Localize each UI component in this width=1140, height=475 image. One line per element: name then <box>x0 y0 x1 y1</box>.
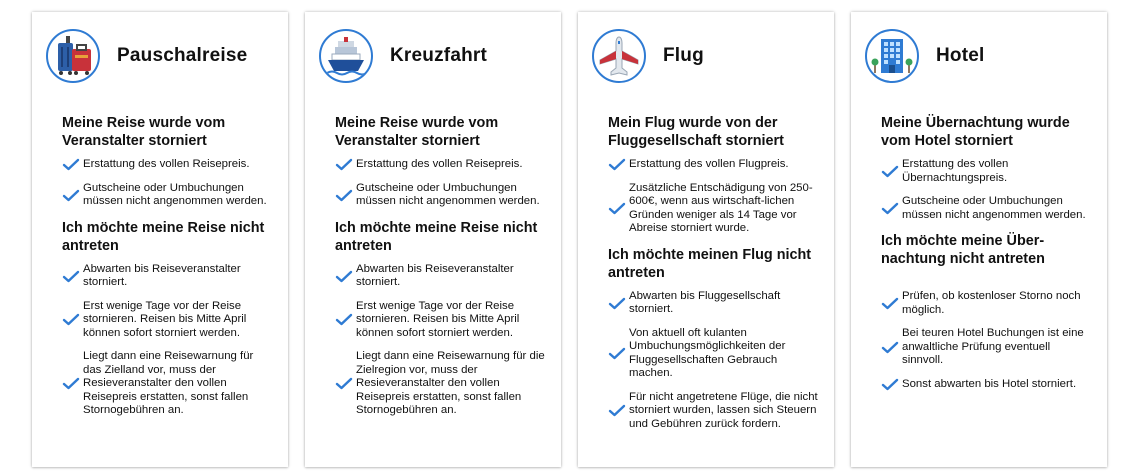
checkmark-icon <box>62 377 80 390</box>
card-kreuzfahrt <box>305 12 561 467</box>
section-heading: Ich möchte meine Über-nachtung nicht antreten <box>881 233 1045 267</box>
checklist <box>335 263 547 418</box>
checkmark-icon <box>62 270 80 283</box>
checkmark-icon <box>608 202 626 215</box>
checklist <box>608 158 820 236</box>
checklist <box>881 290 1093 391</box>
list-item: Erst wenige Tage vor der Reise stornieren. Reisen bis Mitte April können sofort storniert werden. <box>335 300 547 341</box>
list-item: Erst wenige Tage vor der Reise stornieren. Reisen bis Mitte April können sofort storniert werden. <box>62 300 274 341</box>
airplane-icon <box>592 29 646 83</box>
card-header <box>865 28 985 84</box>
checkmark-icon <box>335 313 353 326</box>
card-body <box>881 114 1093 401</box>
card-title: Pauschalreise <box>117 45 248 66</box>
list-item: Prüfen, ob kostenloser Storno noch möglich. <box>881 290 1093 317</box>
list-item: Erstattung des vollen Reisepreis. <box>335 158 547 172</box>
checkmark-icon <box>335 377 353 390</box>
section-heading: Ich möchte meine Reise nicht antreten <box>335 219 538 254</box>
checklist <box>608 290 820 432</box>
checklist <box>881 158 1093 222</box>
card-header <box>319 28 487 84</box>
list-item: Sonst abwarten bis Hotel storniert. <box>881 378 1093 392</box>
card-header <box>592 28 704 84</box>
list-item: Gutscheine oder Umbuchungen müssen nicht angenommen werden. <box>335 182 547 209</box>
checkmark-icon <box>608 158 626 171</box>
checkmark-icon <box>335 189 353 202</box>
list-item: Liegt dann eine Reisewarnung für das Zielland vor, muss der Resieveranstalter den vollen Reisepreis erstatten, sonst fallen Stornogebühren an. <box>62 350 274 418</box>
list-item: Erstattung des vollen Flugpreis. <box>608 158 820 172</box>
checklist <box>335 158 547 209</box>
card-title: Kreuzfahrt <box>390 45 488 66</box>
section-heading: Mein Flug wurde von der Fluggesellschaft storniert <box>608 115 784 149</box>
checkmark-icon <box>881 341 899 354</box>
list-item: Von aktuell oft kulanten Umbuchungsmöglichkeiten der Fluggesellschaften Gebrauch machen. <box>608 327 820 381</box>
list-item: Erstattung des vollen Übernachtungspreis. <box>881 158 1093 185</box>
checkmark-icon <box>608 297 626 310</box>
card-hotel <box>851 12 1107 467</box>
hotel-building-icon <box>865 29 919 83</box>
card-body <box>62 114 274 428</box>
card-pauschalreise <box>32 12 288 467</box>
checkmark-icon <box>881 297 899 310</box>
list-item: Liegt dann eine Reisewarnung für die Zielregion vor, muss der Resieveranstalter den vollen Reisepreis erstatten, sonst fallen Stornogebühren an. <box>335 350 547 418</box>
checkmark-icon <box>881 378 899 391</box>
card-body <box>335 114 547 428</box>
list-item: Abwarten bis Reiseveranstalter storniert. <box>62 263 274 290</box>
list-item: Abwarten bis Fluggesellschaft storniert. <box>608 290 820 317</box>
luggage-icon <box>46 29 100 83</box>
checkmark-icon <box>881 165 899 178</box>
checkmark-icon <box>608 347 626 360</box>
card-body <box>608 114 820 441</box>
card-header <box>46 28 247 84</box>
checkmark-icon <box>62 158 80 171</box>
checkmark-icon <box>335 158 353 171</box>
card-title: Hotel <box>936 45 985 66</box>
list-item: Gutscheine oder Umbuchungen müssen nicht angenommen werden. <box>62 182 274 209</box>
checklist <box>62 158 274 209</box>
list-item: Erstattung des vollen Reisepreis. <box>62 158 274 172</box>
section-heading: Ich möchte meine Reise nicht antreten <box>62 219 265 254</box>
checklist <box>62 263 274 418</box>
checkmark-icon <box>335 270 353 283</box>
checkmark-icon <box>62 313 80 326</box>
list-item: Abwarten bis Reiseveranstalter storniert. <box>335 263 547 290</box>
cruise-ship-icon <box>319 29 373 83</box>
list-item: Gutscheine oder Umbuchungen müssen nicht angenommen werden. <box>881 195 1093 222</box>
section-heading: Ich möchte meinen Flug nicht antreten <box>608 246 812 281</box>
section-heading: Meine Reise wurde vom Veranstalter storniert <box>335 115 499 149</box>
section-heading: Meine Reise wurde vom Veranstalter storniert <box>62 115 226 149</box>
card-title: Flug <box>663 45 704 66</box>
card-flug <box>578 12 834 467</box>
checkmark-icon <box>608 404 626 417</box>
list-item: Zusätzliche Entschädigung von 250-600€, wenn aus wirtschaft-lichen Gründen weniger als 14 Tage vor Abreise storniert wurde. <box>608 182 820 236</box>
checkmark-icon <box>881 202 899 215</box>
list-item: Für nicht angetretene Flüge, die nicht storniert wurden, lassen sich Steuern und Gebühren zurück fordern. <box>608 391 820 432</box>
list-item: Bei teuren Hotel Buchungen ist eine anwaltliche Prüfung eventuell sinnvoll. <box>881 327 1093 368</box>
section-heading: Meine Übernachtung wurde vom Hotel storniert <box>881 115 1070 149</box>
checkmark-icon <box>62 189 80 202</box>
